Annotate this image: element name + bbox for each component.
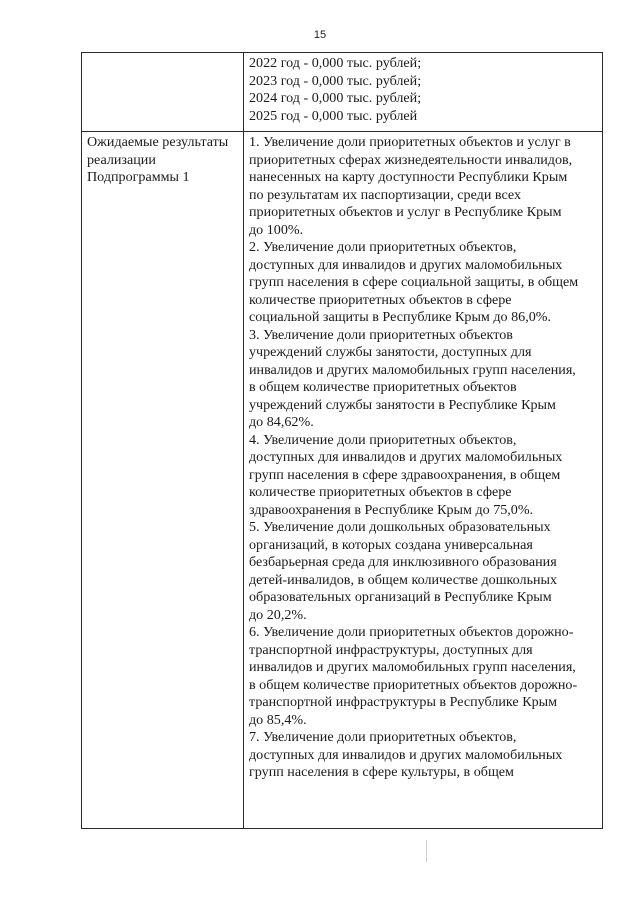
row-label-cell	[82, 132, 244, 829]
text-line: организаций, в которых создана универсальная	[249, 536, 533, 553]
text-line: 2022 год - 0,000 тыс. рублей;	[249, 55, 422, 71]
text-line: реализации	[87, 151, 156, 168]
text-line: здравоохранения в Республике Крым до 75,0%.	[249, 501, 534, 518]
text-line: количестве приоритетных объектов в сфере	[249, 484, 512, 500]
page-number: 15	[313, 29, 327, 41]
row-label-cell	[82, 53, 244, 132]
text-line: доступных для инвалидов и других маломобильных	[249, 256, 563, 273]
text-line: доступных для инвалидов и других маломобильных	[249, 449, 563, 465]
text-line: инвалидов и других маломобильных групп населения,	[249, 659, 576, 675]
table-row	[82, 53, 603, 132]
text-line: количестве приоритетных объектов в сфере	[249, 291, 512, 308]
text-line: 3. Увеличение доли приоритетных объектов	[249, 326, 513, 343]
text-line: 6. Увеличение доли приоритетных объектов дорожно-	[249, 624, 574, 640]
document-table	[81, 52, 603, 829]
text-line: 1. Увеличение доли приоритетных объектов и услуг в	[249, 134, 571, 150]
text-line: 2023 год - 0,000 тыс. рублей;	[249, 72, 422, 89]
text-line: 2024 год - 0,000 тыс. рублей;	[249, 90, 422, 106]
text-line: образовательных организаций в Республике Крым	[249, 589, 552, 605]
row-content-cell	[244, 132, 603, 829]
text-line: доступных для инвалидов и других маломобильных	[249, 746, 563, 763]
text-line: учреждений службы занятости, доступных для	[249, 344, 532, 360]
text-line: 2. Увеличение доли приоритетных объектов,	[249, 239, 517, 255]
text-line: в общем количестве приоритетных объектов	[249, 379, 517, 395]
table-row	[82, 132, 603, 829]
text-line: групп населения в сфере социальной защиты, в общем	[249, 274, 579, 290]
text-line: инвалидов и других маломобильных групп населения,	[249, 361, 576, 378]
text-line: Ожидаемые результаты	[87, 134, 229, 150]
text-line: учреждений службы занятости в Республике Крым	[249, 396, 556, 413]
text-line: детей-инвалидов, в общем количестве дошкольных	[249, 571, 558, 588]
text-line: транспортной инфраструктуры, доступных для	[249, 641, 533, 658]
text-line: 4. Увеличение доли приоритетных объектов,	[249, 431, 517, 448]
text-line: приоритетных объектов и услуг в Республике Крым	[249, 204, 562, 220]
text-line: социальной защиты в Республике Крым до 86,0%.	[249, 309, 552, 325]
text-line: 5. Увеличение доли дошкольных образовательных	[249, 519, 551, 535]
text-line: приоритетных сферах жизнедеятельности инвалидов,	[249, 151, 573, 168]
text-line: до 100%.	[249, 221, 304, 238]
text-line: до 20,2%.	[249, 606, 307, 623]
text-line: групп населения в сфере культуры, в общем	[249, 764, 514, 780]
text-line: Подпрограммы 1	[87, 169, 190, 185]
text-line: безбарьерная среда для инклюзивного образования	[249, 554, 557, 570]
scan-mark	[426, 840, 427, 862]
text-line: 2025 год - 0,000 тыс. рублей	[249, 107, 418, 124]
text-line: по результатам их паспортизации, среди всех	[249, 186, 521, 203]
text-line: транспортной инфраструктуры в Республике Крым	[249, 694, 558, 710]
text-line: 7. Увеличение доли приоритетных объектов,	[249, 729, 517, 745]
text-line: в общем количестве приоритетных объектов дорожно-	[249, 676, 578, 693]
text-line: нанесенных на карту доступности Республики Крым	[249, 169, 568, 185]
row-content-cell	[244, 53, 603, 132]
text-line: групп населения в сфере здравоохранения, в общем	[249, 466, 561, 483]
text-line: до 84,62%.	[249, 414, 314, 430]
text-line: до 85,4%.	[249, 711, 307, 728]
